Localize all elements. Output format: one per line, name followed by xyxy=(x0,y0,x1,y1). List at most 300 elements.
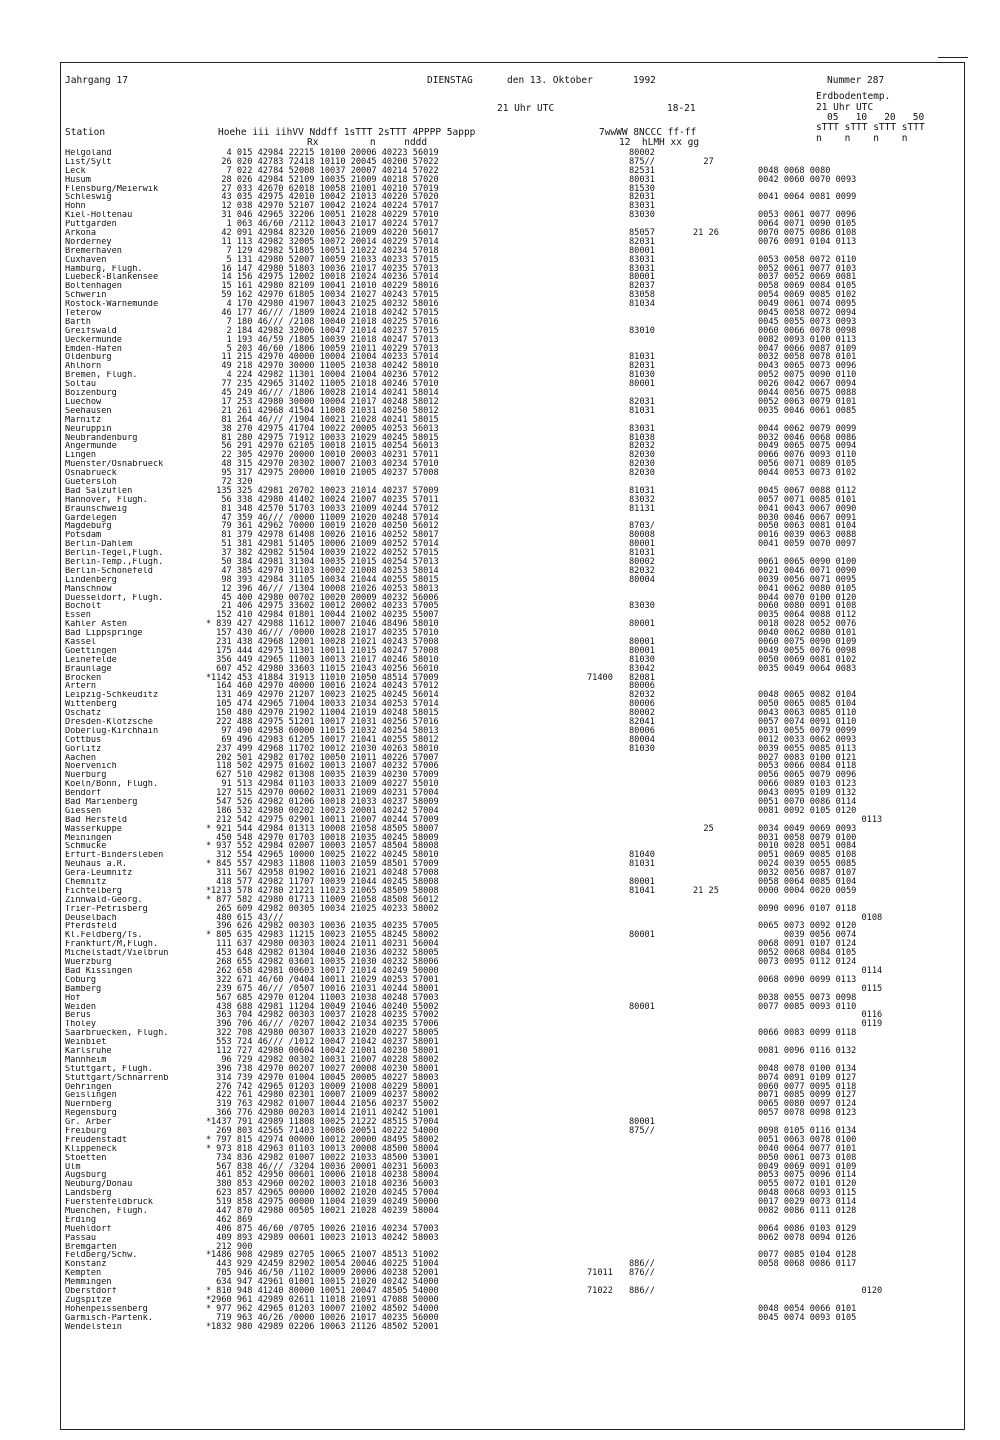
group-8nccc: 80006 xyxy=(629,699,655,710)
synop-codes: 5 131 42980 52007 10059 21033 40233 57015 xyxy=(211,254,439,265)
synop-codes: 553 724 46/// /1012 10047 21042 40237 58001 xyxy=(211,1037,439,1048)
soil-temperatures: 0041 0062 0080 0105 xyxy=(758,583,857,594)
mountain-marker: * xyxy=(206,1134,212,1145)
table-row xyxy=(65,1287,952,1296)
group-8nccc: 80006 xyxy=(629,725,655,736)
station-name: Coburg xyxy=(65,975,97,985)
soil-temperatures: 0050 0065 0085 0104 xyxy=(758,699,857,710)
mountain-marker: * xyxy=(206,823,212,834)
table-row xyxy=(65,1029,952,1038)
synop-codes: 453 648 42982 01304 10040 21036 40232 58005 xyxy=(211,948,439,959)
date-label: den 13. Oktober xyxy=(507,75,593,86)
station-name: Neuruppin xyxy=(65,424,112,434)
synop-codes: 105 474 42965 71004 10033 21034 40253 57014 xyxy=(211,699,439,710)
soil-temperatures: 0116 xyxy=(758,1010,883,1021)
mountain-marker: * xyxy=(206,885,212,896)
synop-codes: 69 496 42983 61205 10017 21041 40255 58012 xyxy=(211,734,439,745)
synop-codes: 607 452 42980 33603 11015 21043 40256 56010 xyxy=(211,663,439,674)
group-8nccc: 81031 xyxy=(629,352,655,363)
column-station-header: Station xyxy=(65,127,106,138)
station-name: Muenchen, Flugh. xyxy=(65,1206,148,1216)
group-8nccc: 81031 xyxy=(629,548,655,559)
synop-codes: 363 704 42982 00303 10037 21028 40235 57002 xyxy=(211,1010,439,1021)
mountain-marker: * xyxy=(206,1250,212,1261)
group-8nccc: 82037 xyxy=(629,281,655,292)
soil-temperatures: 0077 0085 0104 0128 xyxy=(758,1250,857,1261)
soil-temperatures: 0038 0055 0073 0098 xyxy=(758,992,857,1003)
station-name: Augsburg xyxy=(65,1171,107,1181)
synop-codes: 311 567 42958 01902 10016 21021 40248 57008 xyxy=(211,868,439,879)
column-ww-header: 7wwWW 8NCCC ff-ff xyxy=(599,127,697,138)
synop-codes: 186 532 42980 00202 10023 20001 40242 57004 xyxy=(211,805,439,816)
station-name: Saarbruecken, Flugh. xyxy=(65,1029,169,1039)
station-name: Oschatz xyxy=(65,709,102,719)
synop-codes: 805 635 42983 11215 10023 21055 48245 58002 xyxy=(211,930,439,941)
soil-temperatures: 0120 xyxy=(758,1286,883,1296)
soil-temperatures: 0049 0055 0076 0098 xyxy=(758,645,857,656)
group-8nccc: 81031 xyxy=(629,405,655,416)
station-name: Kassel xyxy=(65,637,97,647)
soil-temperatures: 0052 0075 0090 0110 xyxy=(758,370,857,381)
table-row xyxy=(65,1269,952,1278)
station-name: Cuxhaven xyxy=(65,255,107,265)
station-name: Artern xyxy=(65,682,97,692)
station-name: Neuhaus a.R. xyxy=(65,860,128,870)
group-8nccc: 80001 xyxy=(629,645,655,656)
synop-codes: 150 480 42970 21902 11004 21019 40248 58015 xyxy=(211,708,439,719)
station-name: Konstanz xyxy=(65,1260,107,1270)
synop-codes: 1 063 46/60 /2112 10043 21017 40224 57017 xyxy=(211,219,439,230)
station-name: Brocken xyxy=(65,673,102,683)
table-row xyxy=(65,1323,952,1332)
station-name: Bremgarten xyxy=(65,1242,117,1252)
station-name: Wendelstein xyxy=(65,1322,122,1332)
group-8nccc: 83031 xyxy=(629,201,655,212)
synop-codes: 56 291 42970 62105 10018 21015 40254 56013 xyxy=(211,441,439,452)
soil-temperatures: 0037 0052 0069 0081 xyxy=(758,272,857,283)
mountain-marker: * xyxy=(206,1286,212,1296)
synop-codes: 47 385 42970 31103 10002 21008 40253 58014 xyxy=(211,565,439,576)
synop-codes: 1437 791 42989 11808 10025 21222 48515 57004 xyxy=(211,1117,439,1128)
synop-codes: 269 803 42565 71403 10086 20051 40222 54000 xyxy=(211,1125,439,1136)
station-name: Görlitz xyxy=(65,744,102,754)
soil-temperatures: 0090 0096 0107 0118 xyxy=(758,903,857,914)
station-name: Leipzig-Schkeuditz xyxy=(65,691,159,701)
synop-codes: 175 444 42975 11301 10011 21015 40247 57008 xyxy=(211,645,439,656)
station-name: Cottbus xyxy=(65,735,102,745)
station-name: Deuselbach xyxy=(65,913,117,923)
station-name: Neubrandenburg xyxy=(65,433,138,443)
soil-temperatures: 0032 0046 0068 0086 xyxy=(758,432,857,443)
synop-codes: 480 615 43/// xyxy=(211,912,284,923)
synop-codes: 734 836 42982 01007 10022 21033 48500 53001 xyxy=(211,1152,439,1163)
soil-temperatures: 0115 xyxy=(758,983,883,994)
station-name: Bad Lippspringe xyxy=(65,629,143,638)
erdboden-depths: 05 10 20 50 xyxy=(827,112,925,123)
synop-codes: 547 526 42982 01206 10018 21033 40237 58009 xyxy=(211,797,439,808)
station-name: Stuttgart/Schnarrenb xyxy=(65,1073,169,1083)
station-name: Erding xyxy=(65,1215,97,1225)
jahrgang-label: Jahrgang 17 xyxy=(65,75,128,86)
station-name: Oberstdorf xyxy=(65,1287,117,1296)
column-ww-subheader: 12 hLMH xx gg xyxy=(619,137,700,148)
synop-codes: 519 858 42975 00000 11004 21039 40249 50000 xyxy=(211,1197,439,1208)
soil-temperatures: 0056 0065 0079 0096 xyxy=(758,770,857,781)
synop-codes: 22 305 42970 20000 10010 20003 40231 57011 xyxy=(211,450,439,461)
table-row xyxy=(65,1260,952,1269)
synop-codes: 634 947 42961 01001 10015 21020 40242 54000 xyxy=(211,1277,439,1288)
synop-codes: 28 026 42984 52109 10035 21009 40218 57020 xyxy=(211,174,439,185)
soil-temperatures: 0035 0064 0088 0112 xyxy=(758,610,857,621)
mountain-marker: * xyxy=(206,1143,212,1154)
group-8nccc: 82031 xyxy=(629,236,655,247)
group-8nccc: 80001 xyxy=(629,245,655,256)
station-name: Dresden-Klotzsche xyxy=(65,718,153,727)
mountain-marker: * xyxy=(206,930,212,941)
time-range-label: 18-21 xyxy=(667,103,696,114)
synop-codes: 7 129 42982 51805 10051 21022 40234 57018 xyxy=(211,245,439,256)
station-name: Hohenpeissenberg xyxy=(65,1304,148,1314)
soil-temperatures: 0045 0058 0072 0094 xyxy=(758,308,857,319)
group-8nccc: 876// xyxy=(629,1268,655,1279)
table-row xyxy=(65,1207,952,1216)
synop-codes: 81 264 46/// /1904 10021 21028 40241 58015 xyxy=(211,414,439,425)
synop-codes: 47 359 46/// /0000 11009 21020 40248 57014 xyxy=(211,512,439,523)
station-name: Hamburg, Flugh. xyxy=(65,264,143,274)
synop-codes: 37 382 42982 51504 10039 21022 40252 57015 xyxy=(211,548,439,559)
station-name: Berus xyxy=(65,1011,91,1021)
station-name: Doberlug-Kirchhain xyxy=(65,726,159,736)
station-name: Hof xyxy=(65,993,81,1003)
group-8nccc: 80001 xyxy=(629,539,655,550)
mountain-marker: * xyxy=(206,859,212,870)
synop-codes: 27 033 42670 62018 10058 21001 40210 57019 xyxy=(211,183,439,194)
station-name: Geislingen xyxy=(65,1091,117,1101)
group-8nccc: 83032 xyxy=(629,494,655,505)
synop-codes: 1213 578 42780 21221 11023 21065 48509 58008 xyxy=(211,885,439,896)
station-name: Berlin-Schönefeld xyxy=(65,566,153,576)
group-8nccc: 83031 xyxy=(629,423,655,434)
group-8nccc: 83030 xyxy=(629,601,655,612)
synop-codes: 312 554 42965 10000 10025 21022 40245 58010 xyxy=(211,850,439,861)
synop-codes: 380 853 42960 00202 10003 21018 40236 56003 xyxy=(211,1179,439,1190)
soil-temperatures: 0053 0061 0077 0096 xyxy=(758,210,857,221)
station-name: Potsdam xyxy=(65,531,102,541)
soil-temperatures: 0052 0063 0079 0101 xyxy=(758,396,857,407)
synop-codes: 97 490 42958 60000 11015 21032 40254 58013 xyxy=(211,725,439,736)
synop-codes: 21 261 42968 41504 11008 21031 40250 58012 xyxy=(211,405,439,416)
station-name: Angermünde xyxy=(65,442,117,452)
group-8nccc: 80002 xyxy=(629,708,655,719)
station-name: Gr. Arber xyxy=(65,1118,112,1127)
column-codes-header: Hoehe iii iihVV Nddff 1sTTT 2sTTT 4PPPP 5appp xyxy=(218,127,476,138)
synop-codes: 16 147 42980 51803 10036 21017 40235 57013 xyxy=(211,263,439,274)
soil-temperatures: 0050 0069 0081 0102 xyxy=(758,654,857,665)
synop-codes: 81 379 42978 61408 10026 21016 40252 58017 xyxy=(211,530,439,541)
station-name: Muehldorf xyxy=(65,1224,112,1234)
synop-codes: 366 776 42980 00203 10014 21011 40242 51001 xyxy=(211,1108,439,1119)
synop-codes: 131 469 42970 21207 10023 21025 40245 56014 xyxy=(211,690,439,701)
soil-temperatures: 0017 0029 0073 0114 xyxy=(758,1197,857,1208)
soil-temperatures: 0012 0033 0062 0093 xyxy=(758,734,857,745)
soil-temperatures: 0041 0059 0070 0097 xyxy=(758,539,857,550)
station-name: Schwerin xyxy=(65,291,107,301)
erdboden-title: Erdbodentemp. xyxy=(816,91,891,102)
station-name: Oldenburg xyxy=(65,353,112,363)
station-name: Meiningen xyxy=(65,833,112,843)
station-name: Fichtelberg xyxy=(65,886,122,896)
soil-temperatures: 0048 0078 0100 0134 xyxy=(758,1063,857,1074)
table-row xyxy=(65,1314,952,1323)
group-8nccc: 80008 xyxy=(629,530,655,541)
soil-temperatures: 0026 0042 0067 0094 xyxy=(758,379,857,390)
soil-temperatures: 0043 0095 0109 0132 xyxy=(758,788,857,799)
group-8nccc: 82031 xyxy=(629,192,655,203)
synop-codes: 4 224 42982 11301 10004 21004 40236 57012 xyxy=(211,370,439,381)
station-name: Bendorf xyxy=(65,789,102,799)
soil-temperatures: 0027 0083 0100 0121 xyxy=(758,752,857,763)
soil-temperatures: 0000 0004 0020 0059 xyxy=(758,885,857,896)
soil-temperatures: 0051 0070 0086 0114 xyxy=(758,797,857,808)
group-8nccc: 80004 xyxy=(629,574,655,585)
soil-temperatures: 0032 0056 0087 0107 xyxy=(758,868,857,879)
soil-temperatures: 0113 xyxy=(758,814,883,825)
page-corner-fold xyxy=(938,57,968,72)
synop-codes: 322 708 42980 00307 10033 21020 40227 58005 xyxy=(211,1028,439,1039)
group-8nccc: 81038 xyxy=(629,432,655,443)
soil-temperatures: 0081 0096 0116 0132 xyxy=(758,1045,857,1056)
synop-codes: 406 875 46/60 /0705 10026 21016 40234 57003 xyxy=(211,1223,439,1234)
year-label: 1992 xyxy=(633,75,656,86)
station-name: Stuttgart, Flugh. xyxy=(65,1064,153,1074)
soil-temperatures: 0070 0075 0086 0108 xyxy=(758,228,857,239)
table-row xyxy=(65,540,952,549)
table-row xyxy=(65,665,952,674)
group-ff: 21 25 xyxy=(693,885,719,896)
synop-codes: 212 542 42975 02901 10011 21007 40244 57009 xyxy=(211,814,439,825)
group-8nccc: 80002 xyxy=(629,556,655,567)
group-8nccc: 81530 xyxy=(629,183,655,194)
group-8nccc: 83030 xyxy=(629,210,655,221)
soil-temperatures: 0068 0091 0107 0124 xyxy=(758,939,857,950)
mountain-marker: * xyxy=(206,672,212,683)
group-8nccc: 80001 xyxy=(629,1001,655,1012)
station-name: Hannover, Flugh. xyxy=(65,495,148,505)
station-name: Hohn xyxy=(65,202,86,212)
station-name: Bad Marienberg xyxy=(65,798,138,807)
synop-codes: 2960 961 42989 02611 11018 21091 47088 50000 xyxy=(211,1294,439,1305)
soil-temperatures: 0066 0083 0099 0118 xyxy=(758,1028,857,1039)
soil-temperatures: 0114 xyxy=(758,965,883,976)
synop-codes: 96 729 42982 00302 10031 21007 40228 58002 xyxy=(211,1054,439,1065)
soil-temperatures: 0119 xyxy=(758,1019,883,1030)
soil-temperatures: 0066 0089 0103 0123 xyxy=(758,779,857,790)
soil-temperatures: 0048 0068 0093 0115 xyxy=(758,1188,857,1199)
soil-temperatures: 0045 0055 0073 0093 xyxy=(758,316,857,327)
group-8nccc: 82032 xyxy=(629,441,655,452)
station-name: Michelstadt/Vielbrun xyxy=(65,949,169,959)
synop-codes: 12 396 46/// /1304 10008 21026 40253 58013 xyxy=(211,583,439,594)
station-name: Freudenstadt xyxy=(65,1135,128,1145)
soil-temperatures: 0042 0060 0070 0093 xyxy=(758,174,857,185)
synop-codes: 973 818 42963 01103 10013 20008 48500 58004 xyxy=(211,1143,439,1154)
group-8nccc: 82081 xyxy=(629,672,655,683)
synop-codes: 95 317 42975 20000 10010 21005 40237 57008 xyxy=(211,468,439,479)
station-name: Marnitz xyxy=(65,415,102,425)
synop-codes: 396 706 46/// /0207 10042 21034 40235 57006 xyxy=(211,1019,439,1030)
day-label: DIENSTAG xyxy=(427,75,473,86)
synop-codes: 15 161 42980 82109 10041 21010 40229 58016 xyxy=(211,281,439,292)
synop-codes: 356 449 42965 11003 10013 21017 40246 58010 xyxy=(211,654,439,665)
station-name: Garmisch-Partenk. xyxy=(65,1313,153,1323)
table-row xyxy=(65,674,952,683)
station-name: Goettingen xyxy=(65,646,117,656)
station-name: Chemnitz xyxy=(65,878,107,887)
synop-codes: 51 381 42981 51405 10006 21009 40252 57014 xyxy=(211,539,439,550)
table-row xyxy=(65,149,952,158)
mountain-marker: * xyxy=(206,841,212,852)
group-8nccc: 80006 xyxy=(629,681,655,692)
soil-temperatures: 0010 0028 0051 0084 xyxy=(758,841,857,852)
station-name: Soltau xyxy=(65,380,97,390)
station-name: Bad Hersfeld xyxy=(65,815,128,825)
synop-codes: 977 962 42965 01203 10007 21002 48502 54000 xyxy=(211,1303,439,1314)
synop-codes: 231 438 42968 12001 10028 21021 40243 57008 xyxy=(211,636,439,647)
station-name: Gardelegen xyxy=(65,513,117,523)
station-name: Nuerburg xyxy=(65,771,107,781)
soil-temperatures: 0068 0090 0099 0113 xyxy=(758,974,857,985)
group-8nccc: 875// xyxy=(629,156,655,167)
soil-temperatures: 0021 0046 0071 0090 xyxy=(758,565,857,576)
station-name: Bamberg xyxy=(65,984,102,994)
station-name: Ulm xyxy=(65,1162,81,1172)
group-8nccc: 82030 xyxy=(629,450,655,461)
synop-codes: 127 515 42970 00602 10031 21009 40231 57004 xyxy=(211,788,439,799)
group-8nccc: 83042 xyxy=(629,663,655,674)
station-name: Mannheim xyxy=(65,1055,107,1065)
soil-temperatures: 0035 0046 0061 0085 xyxy=(758,405,857,416)
soil-temperatures: 0044 0062 0079 0099 xyxy=(758,423,857,434)
station-name: Helgoland xyxy=(65,149,112,158)
station-name: Greifswald xyxy=(65,326,117,336)
soil-temperatures: 0057 0071 0085 0101 xyxy=(758,494,857,505)
station-name: Pferdsfeld xyxy=(65,922,117,932)
synop-codes: 567 685 42970 01204 11003 21038 40248 57003 xyxy=(211,992,439,1003)
station-name: Bremen, Flugh. xyxy=(65,371,138,381)
column-codes-subheader: Rx n nddd xyxy=(307,137,428,148)
synop-codes: 14 156 42975 12002 10018 21024 40236 57014 xyxy=(211,272,439,283)
soil-temperatures: 0045 0067 0088 0112 xyxy=(758,485,857,496)
station-name: Freiburg xyxy=(65,1126,107,1136)
soil-temperatures: 0058 0064 0085 0104 xyxy=(758,877,857,888)
soil-temperatures: 0040 0062 0080 0101 xyxy=(758,628,857,639)
synop-codes: 79 361 42962 70000 10019 21020 40250 56012 xyxy=(211,521,439,532)
station-name: Schleswig xyxy=(65,193,112,203)
table-row xyxy=(65,887,952,896)
station-name: Lindenberg xyxy=(65,575,117,585)
soil-temperatures: 0049 0065 0075 0094 xyxy=(758,441,857,452)
station-name: Wuerzburg xyxy=(65,958,112,967)
group-8nccc: 81041 xyxy=(629,885,655,896)
synop-codes: 447 870 42980 00505 10021 21028 40239 58004 xyxy=(211,1205,439,1216)
synop-codes: 921 544 42984 01313 10008 21058 48505 58007 xyxy=(211,823,439,834)
synop-codes: 1142 453 41884 31913 11010 21050 48514 57009 xyxy=(211,672,439,683)
synop-codes: 45 400 42980 00702 10020 20009 40232 56006 xyxy=(211,592,439,603)
soil-temperatures: 0044 0056 0075 0088 xyxy=(758,388,857,399)
table-row xyxy=(65,1234,952,1243)
station-name: Braunschweig xyxy=(65,504,128,514)
synop-codes: 276 742 42965 01203 10009 21008 40229 58001 xyxy=(211,1081,439,1092)
soil-temperatures: 0060 0066 0078 0098 xyxy=(758,325,857,336)
synop-codes: 4 015 42984 22215 10100 20006 40223 56019 xyxy=(211,148,439,158)
synop-codes: 418 577 42982 11707 10039 21044 40245 58008 xyxy=(211,877,439,888)
station-name: Puttgarden xyxy=(65,220,117,230)
synop-codes: 1832 980 42989 02206 10063 21126 48502 52001 xyxy=(211,1321,439,1332)
synop-codes: 49 218 42970 30000 11005 21038 40242 58010 xyxy=(211,361,439,372)
synop-codes: 396 626 42982 00303 10036 21035 40235 57005 xyxy=(211,921,439,932)
synop-codes: 118 502 42975 01602 10013 21007 40232 57006 xyxy=(211,761,439,772)
synop-codes: 2 184 42982 32006 10047 21014 40237 57015 xyxy=(211,325,439,336)
station-name: Zinnwald-Georg. xyxy=(65,895,143,905)
soil-temperatures: 0057 0078 0098 0123 xyxy=(758,1108,857,1119)
soil-temperatures: 0082 0093 0100 0113 xyxy=(758,334,857,345)
synop-codes: 46 177 46/// /1809 10024 21018 40242 57015 xyxy=(211,308,439,319)
station-name: Karlsruhe xyxy=(65,1046,112,1056)
synop-codes: 705 946 46/50 /1102 10009 20006 40238 52001 xyxy=(211,1268,439,1279)
soil-temperatures: 0074 0091 0109 0127 xyxy=(758,1072,857,1083)
table-row xyxy=(65,407,952,416)
synop-codes: 56 338 42980 41402 10024 21007 40235 57011 xyxy=(211,494,439,505)
soil-temperatures: 0058 0068 0086 0117 xyxy=(758,1259,857,1270)
station-name: Oehringen xyxy=(65,1082,112,1092)
group-8nccc: 81031 xyxy=(629,859,655,870)
weather-report-page xyxy=(60,62,965,1430)
synop-codes: 31 046 42965 32206 10051 21028 40229 57010 xyxy=(211,210,439,221)
soil-temperatures: 0032 0058 0078 0101 xyxy=(758,352,857,363)
group-8nccc: 80001 xyxy=(629,636,655,647)
synop-codes: 450 548 42970 01703 10018 21035 40245 58009 xyxy=(211,832,439,843)
synop-codes: 157 430 46/// /0000 10028 21017 40235 57010 xyxy=(211,628,439,639)
synop-codes: 98 393 42984 31105 10034 21044 40255 58015 xyxy=(211,574,439,585)
synop-codes: 7 180 46/// /2108 10040 21018 40225 57016 xyxy=(211,316,439,327)
group-8nccc: 82031 xyxy=(629,396,655,407)
table-row xyxy=(65,176,952,185)
station-table xyxy=(65,149,952,1331)
soil-temperatures: 0048 0054 0066 0101 xyxy=(758,1303,857,1314)
station-name: Weinbiet xyxy=(65,1038,107,1047)
synop-codes: 845 557 42983 11808 11003 21059 48501 57009 xyxy=(211,859,439,870)
station-name: Ahlhorn xyxy=(65,362,102,372)
group-ff: 25 xyxy=(693,823,714,834)
synop-codes: 623 857 42965 00000 10002 21020 40245 57004 xyxy=(211,1188,439,1199)
station-name: Lingen xyxy=(65,451,97,461)
soil-temperatures: 0034 0049 0069 0093 xyxy=(758,823,857,834)
station-name: Giessen xyxy=(65,806,102,816)
synop-codes: 212 900 xyxy=(211,1241,253,1252)
soil-temperatures: 0045 0074 0093 0105 xyxy=(758,1312,857,1323)
synop-codes: 50 384 42981 31304 10035 21015 40254 57013 xyxy=(211,556,439,567)
synop-codes: 59 162 42970 61805 10034 21027 40243 57015 xyxy=(211,290,439,301)
station-name: Erfurt-Bindersleben xyxy=(65,851,164,861)
mountain-marker: * xyxy=(206,1303,212,1314)
station-name: Guetersloh xyxy=(65,477,117,487)
soil-temperatures: 0043 0065 0073 0096 xyxy=(758,361,857,372)
group-8nccc: 82032 xyxy=(629,690,655,701)
station-name: Muenster/Osnabrueck xyxy=(65,460,164,470)
station-name: Weiden xyxy=(65,1002,97,1012)
issue-number: Nummer 287 xyxy=(827,75,885,86)
soil-temperatures: 0077 0085 0093 0110 xyxy=(758,1001,857,1012)
